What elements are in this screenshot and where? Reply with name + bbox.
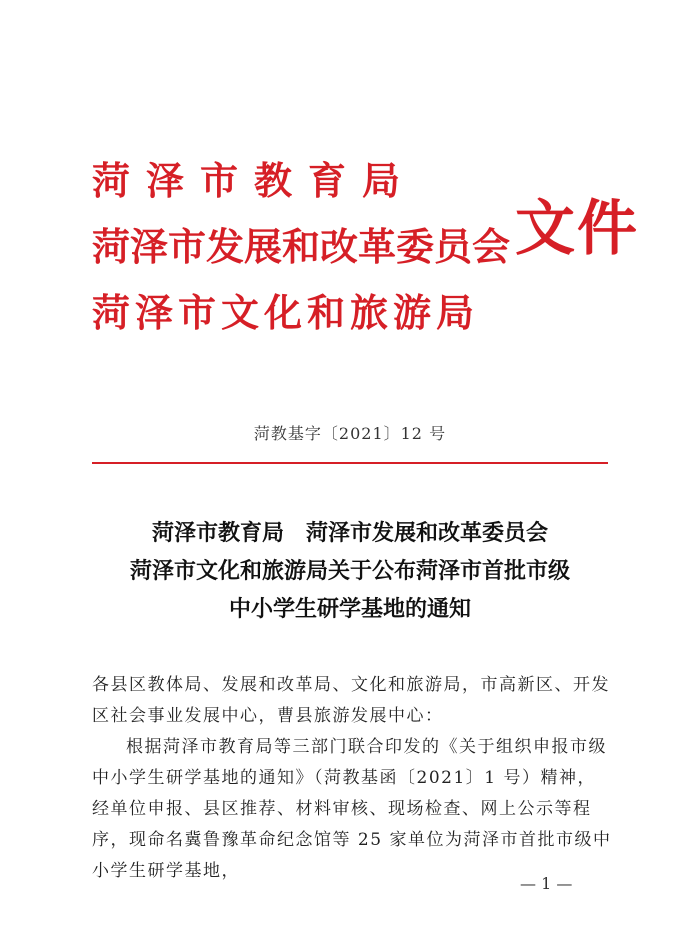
notice-body (92, 670, 612, 887)
issuer-block (92, 148, 510, 346)
title-line-1: 菏泽市教育局 菏泽市发展和改革委员会 (151, 520, 548, 546)
issuer-education-bureau: 菏泽市教育局 (92, 158, 417, 203)
document-word: 文件 (515, 194, 639, 264)
issuer-culture-tourism-bureau: 菏泽市文化和旅游局 (92, 290, 480, 335)
notice-title (70, 514, 630, 628)
red-separator-line (92, 462, 608, 464)
document-number: 菏教基字〔2021〕12 号 (253, 424, 447, 443)
addressee-paragraph: 各县区教体局、发展和改革局、文化和旅游局，市高新区、开发区社会事业发展中心，曹县旅游发展中心： (92, 675, 610, 726)
title-line-3: 中小学生研学基地的通知 (228, 596, 471, 622)
page-number: — 1 — (520, 874, 573, 893)
body-paragraph-1: 根据菏泽市教育局等三部门联合印发的《关于组织申报市级中小学生研学基地的通知》（菏教基函〔2021〕1 号）精神，经单位申报、县区推荐、材料审核、现场检查、网上公示等程序，现命名冀鲁豫革命纪念馆等 25 家单位为菏泽市首批市级中小学生研学基地， (92, 737, 612, 881)
title-line-2: 菏泽市文化和旅游局关于公布菏泽市首批市级 (129, 558, 570, 584)
issuer-development-reform-commission: 菏泽市发展和改革委员会 (92, 224, 511, 269)
